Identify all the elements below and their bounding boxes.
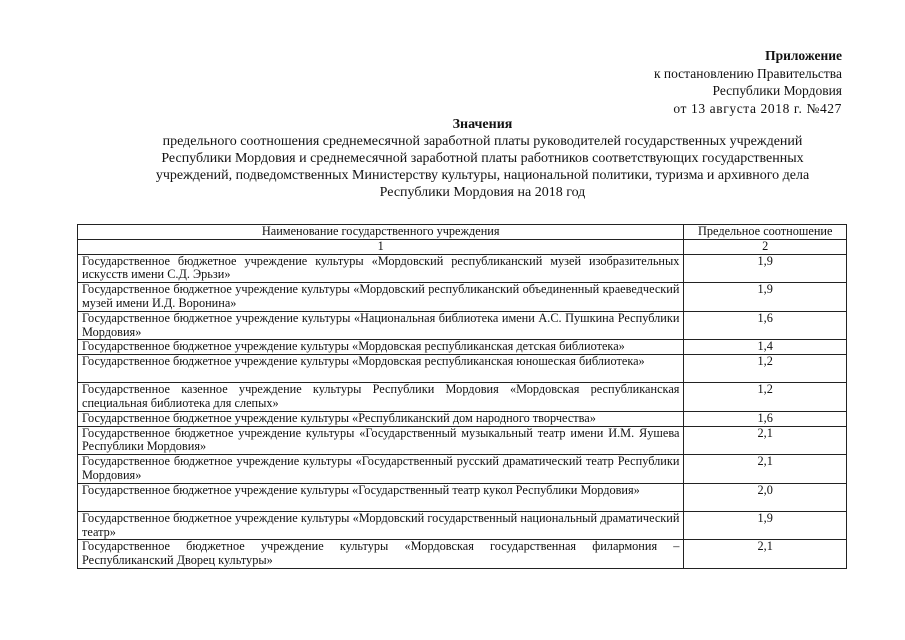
ratio-value: 2,0 [684, 483, 847, 511]
heading-line: предельного соотношения среднемесячной заработной платы руководителей государственных учреждений [162, 134, 803, 149]
appendix-line: к постановлению Правительства [653, 65, 842, 81]
document-title: Значения [452, 117, 513, 132]
table-row [78, 426, 847, 455]
institution-name: Государственное бюджетное учреждение культуры «Мордовский государственный национальный драматический театр» [78, 511, 684, 540]
table-row [78, 311, 847, 340]
ratio-value: 2,1 [684, 426, 847, 455]
table-row [78, 483, 847, 511]
heading-line: учреждений, подведомственных Министерству культуры, национальной политики, туризма и архивного дела [155, 168, 810, 183]
heading-line: Республики Мордовия на 2018 год [379, 185, 586, 200]
institution-name: Государственное бюджетное учреждение культуры «Национальная библиотека имени А.С. Пушкина Республики Мордовия» [78, 311, 684, 340]
institution-name: Государственное бюджетное учреждение культуры «Республиканский дом народного творчества» [78, 411, 684, 426]
ratio-table [77, 224, 847, 569]
document-heading [60, 116, 905, 201]
table-row [78, 455, 847, 484]
table-row [78, 411, 847, 426]
table-row [78, 340, 847, 355]
appendix-line: Республики Мордовия [712, 83, 842, 98]
institution-name: Государственное бюджетное учреждение культуры «Государственный русский драматический театр Республики Мордовия» [78, 455, 684, 484]
column-header-name: Наименование государственного учреждения [78, 225, 684, 240]
institution-name: Государственное бюджетное учреждение культуры «Мордовская республиканская юношеская библиотека» [78, 355, 684, 383]
column-header-ratio: Предельное соотношение [684, 225, 847, 240]
ratio-value: 2,1 [684, 455, 847, 484]
ratio-value: 1,2 [684, 355, 847, 383]
institution-name: Государственное бюджетное учреждение культуры «Мордовская республиканская детская библиотека» [78, 340, 684, 355]
institution-name: Государственное бюджетное учреждение культуры «Государственный театр кукол Республики Мордовия» [78, 483, 684, 511]
ratio-value: 1,9 [684, 254, 847, 283]
institution-name: Государственное бюджетное учреждение культуры «Мордовский республиканский музей изобразительных искусств имени С.Д. Эрьзи» [78, 254, 684, 283]
ratio-value: 1,2 [684, 383, 847, 412]
institution-name: Государственное бюджетное учреждение культуры «Государственный музыкальный театр имени И.М. Яушева Республики Мордовия» [78, 426, 684, 455]
ratio-value: 1,6 [684, 411, 847, 426]
column-number: 2 [684, 239, 847, 254]
table-row [78, 511, 847, 540]
ratio-value: 1,9 [684, 511, 847, 540]
institution-name: Государственное бюджетное учреждение культуры «Мордовский республиканский объединенный краеведческий музей имени И.Д. Воронина» [78, 283, 684, 312]
institution-name: Государственное бюджетное учреждение культуры «Мордовская государственная филармония – Республиканский Дворец культуры» [78, 540, 684, 569]
table-row [78, 383, 847, 412]
column-number: 1 [78, 239, 684, 254]
table-row [78, 254, 847, 283]
appendix-date: от 13 августа 2018 г. №427 [673, 100, 842, 116]
ratio-value: 1,6 [684, 311, 847, 340]
ratio-value: 2,1 [684, 540, 847, 569]
ratio-value: 1,9 [684, 283, 847, 312]
appendix-block [654, 47, 842, 117]
institution-name: Государственное казенное учреждение культуры Республики Мордовия «Мордовская республиканская специальная библиотека для слепых» [78, 383, 684, 412]
table-row [78, 283, 847, 312]
appendix-title: Приложение [765, 48, 842, 63]
heading-line: Республики Мордовия и среднемесячной заработной платы работников соответствующих государственных [161, 151, 804, 166]
ratio-value: 1,4 [684, 340, 847, 355]
table-row [78, 355, 847, 383]
table-row [78, 540, 847, 569]
